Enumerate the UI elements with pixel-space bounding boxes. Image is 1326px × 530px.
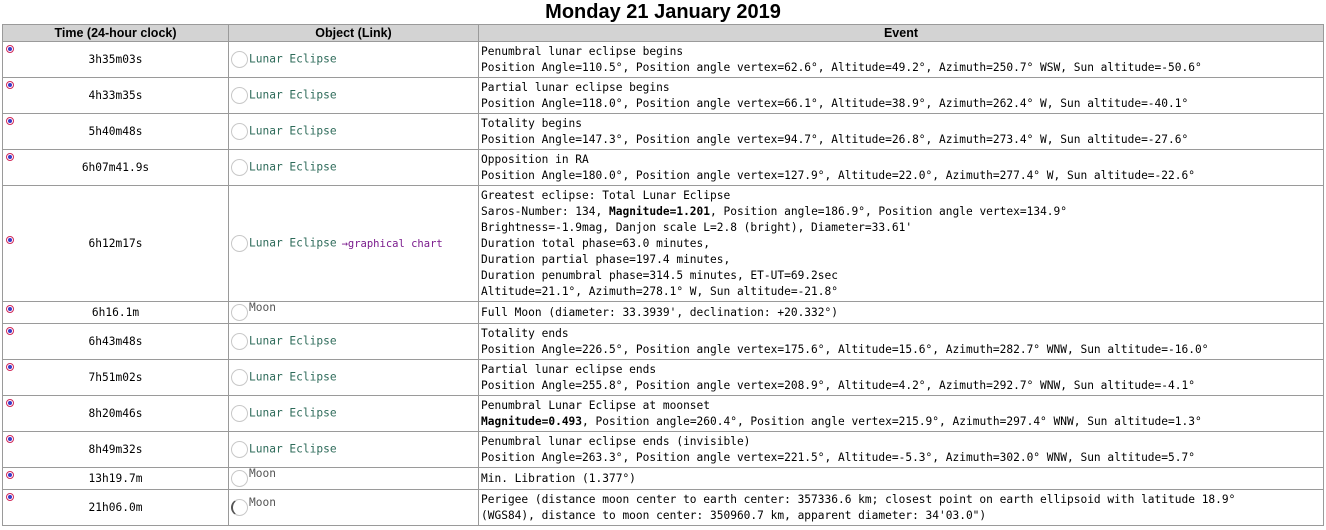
graphical-chart-link[interactable]: →graphical chart [341,237,443,250]
moon-phase-icon [231,87,248,104]
saros-text: Saros-Number: 134, [481,204,609,218]
event-cell [479,360,1324,396]
event-details: Duration total phase=63.0 minutes, [481,236,711,250]
time-cell [3,42,229,78]
object-cell [229,324,479,360]
event-type-icon[interactable] [6,471,14,479]
event-cell [479,396,1324,432]
time-value: 8h49m32s [88,442,143,456]
event-type-icon[interactable] [6,81,14,89]
event-details: Duration penumbral phase=314.5 minutes, ET-UT=69.2sec [481,268,838,282]
time-cell [3,186,229,302]
time-value: 5h40m48s [88,124,143,138]
event-details: Position Angle=226.5°, Position angle vertex=175.6°, Altitude=15.6°, Azimuth=282.7° WNW, Sun altitude=-16.0° [481,342,1209,356]
angle-text: , Position angle=186.9°, Position angle vertex=134.9° [710,204,1068,218]
event-cell [479,302,1324,324]
event-details: Position Angle=255.8°, Position angle vertex=208.9°, Altitude=4.2°, Azimuth=292.7° WNW, Sun altitude=-4.1° [481,378,1195,392]
event-title: Partial lunar eclipse ends [481,362,657,376]
event-type-icon[interactable] [6,327,14,335]
event-details: Altitude=21.1°, Azimuth=278.1° W, Sun altitude=-21.8° [481,284,838,298]
object-cell [229,114,479,150]
event-title: Totality ends [481,326,569,340]
event-title: Penumbral lunar eclipse begins [481,44,684,58]
time-value: 6h12m17s [88,236,143,250]
event-cell [479,114,1324,150]
event-details [481,204,1323,220]
table-row [3,396,1324,432]
event-cell [479,432,1324,468]
event-type-icon[interactable] [6,236,14,244]
table-header-row [3,25,1324,42]
event-details: Position Angle=110.5°, Position angle vertex=62.6°, Altitude=49.2°, Azimuth=250.7° WSW, Sun altitude=-50.6° [481,60,1202,74]
event-title: Partial lunar eclipse begins [481,80,670,94]
event-details: Position Angle=263.3°, Position angle vertex=221.5°, Altitude=-5.3°, Azimuth=302.0° WNW, Sun altitude=5.7° [481,450,1195,464]
time-cell [3,396,229,432]
table-row [3,114,1324,150]
object-link[interactable]: Lunar Eclipse [249,334,337,348]
event-title: Greatest eclipse: Total Lunar Eclipse [481,188,731,202]
column-header-object: Object (Link) [229,25,479,42]
object-name[interactable]: Moon [249,467,276,480]
object-link[interactable]: Lunar Eclipse [249,88,337,102]
moon-phase-icon [231,333,248,350]
moon-phase-icon [231,123,248,140]
event-cell [479,42,1324,78]
object-cell [229,468,479,490]
time-value: 3h35m03s [88,52,143,66]
time-cell [3,360,229,396]
moon-phase-icon [231,405,248,422]
moon-phase-icon [231,369,248,386]
time-value: 6h43m48s [88,334,143,348]
event-type-icon[interactable] [6,117,14,125]
table-row [3,42,1324,78]
table-row [3,324,1324,360]
column-header-event: Event [479,25,1324,42]
event-title: Penumbral Lunar Eclipse at moonset [481,398,711,412]
object-link[interactable]: Lunar Eclipse [249,160,337,174]
moon-phase-icon [231,304,248,321]
object-cell [229,42,479,78]
angle-text: , Position angle=260.4°, Position angle vertex=215.9°, Azimuth=297.4° WNW, Sun altitude=1.3° [582,414,1202,428]
moon-phase-icon [231,441,248,458]
page-title: Monday 21 January 2019 [545,1,781,23]
event-cell [479,468,1324,490]
event-cell [479,150,1324,186]
moon-phase-icon [231,235,248,252]
object-name[interactable]: Moon [249,495,276,509]
object-cell [229,396,479,432]
table-row [3,186,1324,302]
event-title: Perigee (distance moon center to earth center: 357336.6 km; closest point on earth ellipsoid with latitude 18.9° [481,492,1236,506]
event-type-icon[interactable] [6,435,14,443]
event-type-icon[interactable] [6,493,14,501]
event-title: Penumbral lunar eclipse ends (invisible) [481,434,751,448]
event-cell [479,186,1324,302]
time-cell [3,490,229,526]
event-type-icon[interactable] [6,45,14,53]
object-cell [229,186,479,302]
event-details: Duration partial phase=197.4 minutes, [481,252,731,266]
object-cell [229,78,479,114]
time-value: 4h33m35s [88,88,143,102]
event-type-icon[interactable] [6,153,14,161]
time-cell [3,432,229,468]
moon-phase-icon [231,51,248,68]
table-row [3,468,1324,490]
time-cell [3,150,229,186]
object-cell [229,360,479,396]
table-row [3,490,1324,526]
object-link[interactable]: Lunar Eclipse [249,124,337,138]
time-value: 21h06.0m [88,500,143,514]
object-link[interactable]: Lunar Eclipse [249,52,337,66]
object-cell [229,150,479,186]
table-row [3,432,1324,468]
event-cell [479,324,1324,360]
table-row [3,78,1324,114]
event-title: Min. Libration (1.377°) [481,471,636,485]
event-title: Full Moon (diameter: 33.3939', declination: +20.332°) [481,305,838,319]
object-link[interactable]: Lunar Eclipse [249,370,337,384]
time-cell [3,302,229,324]
table-row [3,302,1324,324]
table-row [3,150,1324,186]
time-value: 8h20m46s [88,406,143,420]
event-title: Opposition in RA [481,152,589,166]
object-cell [229,490,479,526]
event-details: (WGS84), distance to moon center: 350960.7 km, apparent diameter: 34'03.0") [481,508,987,522]
events-table [2,24,1324,526]
event-details [481,414,1323,430]
event-cell [479,78,1324,114]
event-details: Position Angle=180.0°, Position angle vertex=127.9°, Altitude=22.0°, Azimuth=277.4° W, Sun altitude=-22.6° [481,168,1195,182]
event-title: Totality begins [481,116,583,130]
table-row [3,360,1324,396]
moon-phase-icon [231,159,248,176]
time-cell [3,324,229,360]
column-header-time: Time (24-hour clock) [3,25,229,42]
time-value: 6h07m41.9s [81,160,150,174]
time-cell [3,468,229,490]
time-value: 7h51m02s [88,370,143,384]
object-cell [229,432,479,468]
moon-phase-icon [231,470,248,487]
event-details: Position Angle=118.0°, Position angle vertex=66.1°, Altitude=38.9°, Azimuth=262.4° W, Sun altitude=-40.1° [481,96,1189,110]
object-link[interactable]: Lunar Eclipse [249,236,337,250]
magnitude-value: Magnitude=1.201 [608,204,711,218]
magnitude-value: Magnitude=0.493 [481,414,583,428]
time-cell [3,78,229,114]
event-type-icon[interactable] [6,305,14,313]
time-cell [3,114,229,150]
object-cell [229,302,479,324]
object-link[interactable]: Lunar Eclipse [249,442,337,456]
time-value: 13h19.7m [88,471,143,485]
event-type-icon[interactable] [6,399,14,407]
event-details: Brightness=-1.9mag, Danjon scale L=2.8 (bright), Diameter=33.61' [481,220,913,234]
event-cell [479,490,1324,526]
object-name[interactable]: Moon [249,301,276,314]
time-value: 6h16.1m [91,305,140,319]
event-details: Position Angle=147.3°, Position angle vertex=94.7°, Altitude=26.8°, Azimuth=273.4° W, Sun altitude=-27.6° [481,132,1189,146]
object-link[interactable]: Lunar Eclipse [249,406,337,420]
moon-phase-icon [231,499,248,516]
event-type-icon[interactable] [6,363,14,371]
